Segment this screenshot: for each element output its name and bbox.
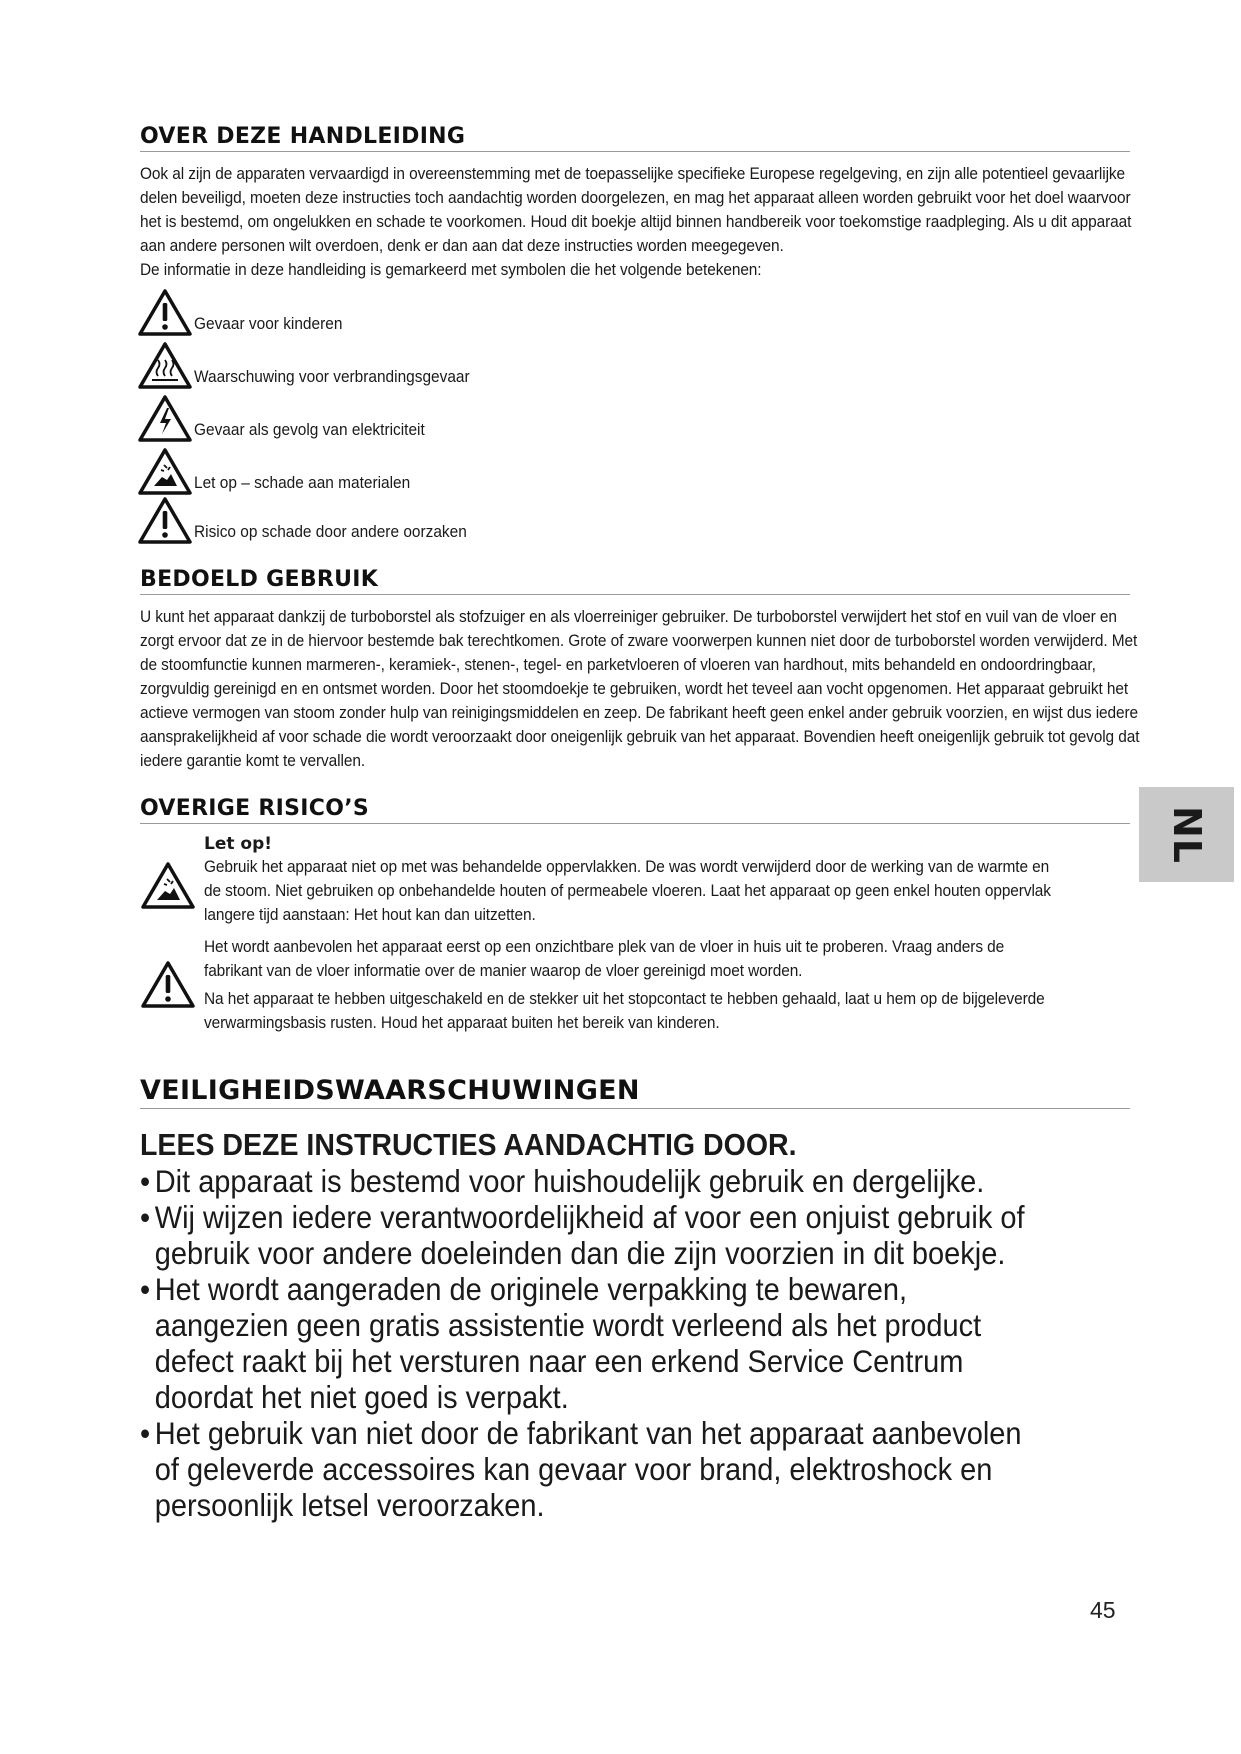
symbol-label: Gevaar als gevolg van elektriciteit	[194, 420, 425, 439]
risk-block	[140, 834, 1130, 1035]
page-content	[140, 124, 1140, 1523]
symbol-label: Let op – schade aan materialen	[194, 473, 411, 492]
symbol-row	[137, 284, 1130, 337]
language-tab-label: NL	[1164, 805, 1209, 864]
risk-icons	[140, 834, 204, 1035]
symbol-label: Risico op schade door andere oorzaken	[194, 522, 467, 541]
bullet-symbol: •	[140, 1199, 151, 1235]
symbol-row	[137, 390, 1130, 443]
risk-paragraph-3: Na het apparaat te hebben uitgeschakeld en de stekker uit het stopcontact te hebben gehaald, laat u hem op de bijgeleverde verwarmingsbasis rusten. Houd het apparaat buiten het bereik van kinderen.	[204, 989, 1045, 1032]
list-item	[140, 1199, 1038, 1271]
symbol-label: Gevaar voor kinderen	[194, 314, 343, 333]
over-paragraph-1: Ook al zijn de apparaten vervaardigd in overeenstemming met de toepasselijke specifieke Europese regelgeving, en zijn alle potentieel gevaarlijke delen beveiligd, moeten deze instructies toch aandachtig worden doorgelezen, en mag het apparaat alleen worden gebruikt voor het doel waarvoor het is bestemd, om ongelukken en schade te voorkomen. Houd dit boekje altijd binnen handbereik voor toekomstige raadpleging. Als u dit apparaat aan andere personen wilt overdoen, denk er dan aan dat deze instructies worden meegegeven.	[140, 164, 1132, 255]
list-item	[140, 1271, 1038, 1415]
warning-exclamation-icon	[137, 495, 193, 545]
page-number: 45	[1090, 1597, 1116, 1623]
risk-text	[204, 834, 1130, 1035]
section-title-risicos: OVERIGE RISICO’S	[140, 796, 1130, 824]
warning-exclamation-icon	[137, 287, 193, 337]
language-tab	[1139, 787, 1234, 882]
warning-exclamation-icon	[140, 959, 204, 1014]
bullet-text: Het gebruik van niet door de fabrikant van het apparaat aanbevolen of geleverde accessoires kan gevaar voor brand, elektroshock en persoonlijk letsel veroorzaken.	[154, 1415, 1022, 1523]
bullet-symbol: •	[140, 1271, 151, 1307]
material-damage-icon	[140, 860, 204, 915]
risk-paragraph-1: Gebruik het apparaat niet op met was behandelde oppervlakken. De was wordt verwijderd door de werking van de warmte en de stoom. Niet gebruiken op onbehandelde houten of permeabele vloeren. Laat het apparaat op geen enkel houten oppervlak langere tijd aanstaan: Het hout kan dan uitzetten.	[204, 857, 1051, 924]
risk-paragraph-2: Het wordt aanbevolen het apparaat eerst op een onzichtbare plek van de vloer in huis uit te proberen. Vraag anders de fabrikant van de vloer informatie over de manier waarop de vloer gereinigd moet worden.	[204, 937, 1005, 980]
bullet-symbol: •	[140, 1415, 151, 1451]
material-damage-icon	[137, 446, 193, 496]
gebruik-paragraph: U kunt het apparaat dankzij de turboborstel als stofzuiger en als vloerreiniger gebruiker. De turboborstel verwijdert het stof en vuil van de vloer en zorgt ervoor dat ze in de hiervoor bestemde bak terechtkomen. Grote of zware voorwerpen kunnen niet door de turboborstel worden verwijderd. Met de stoomfunctie kunnen marmeren-, keramiek-, stenen-, tegel- en parketvloeren of vloeren van hardhout, mits behandeld en ondoordringbaar, zorgvuldig gereinigd en en ontsmet worden. Door het stoomdoekje te gebruiken, wordt het teveel aan vocht opgenomen. Het apparaat gebruikt het actieve vermogen van stoom zonder hulp van reinigingsmiddelen en zeep. De fabrikant heeft geen enkel ander gebruik voorzien, en wijst dus iedere aansprakelijkheid af voor schade die wordt veroorzaakt door oneigenlijk gebruik van het apparaat. Bovendien heeft oneigenlijk gebruik tot gevolg dat iedere garantie komt te vervallen.	[140, 607, 1140, 770]
safety-subtitle: LEES DEZE INSTRUCTIES AANDACHTIG DOOR.	[140, 1127, 797, 1162]
section-title-gebruik: BEDOELD GEBRUIK	[140, 567, 1130, 595]
section-title-veiligheid: VEILIGHEIDSWAARSCHUWINGEN	[140, 1075, 1130, 1109]
electric-shock-icon	[137, 393, 193, 443]
symbol-legend	[137, 284, 1130, 545]
bullet-text: Dit apparaat is bestemd voor huishoudelijk gebruik en dergelijke.	[154, 1163, 985, 1199]
safety-bullet-list	[140, 1163, 1130, 1523]
symbol-row	[137, 443, 1130, 496]
bullet-text: Wij wijzen iedere verantwoordelijkheid af voor een onjuist gebruik of gebruik voor andere doeleinden dan die zijn voorzien in dit boekje.	[154, 1199, 1025, 1271]
symbol-label: Waarschuwing voor verbrandingsgevaar	[194, 367, 470, 386]
bullet-text: Het wordt aangeraden de originele verpakking te bewaren, aangezien geen gratis assistentie wordt verleend als het product defect raakt bij het versturen naar een erkend Service Centrum doordat het niet goed is verpakt.	[154, 1271, 982, 1415]
symbol-row	[137, 496, 1130, 545]
list-item	[140, 1415, 1038, 1523]
list-item	[140, 1163, 1038, 1199]
bullet-symbol: •	[140, 1163, 151, 1199]
symbol-row	[137, 337, 1130, 390]
section-title-over: OVER DEZE HANDLEIDING	[140, 124, 1130, 152]
over-paragraph-2: De informatie in deze handleiding is gemarkeerd met symbolen die het volgende betekenen:	[140, 260, 762, 279]
let-op-heading: Let op!	[204, 834, 273, 854]
hot-surface-icon	[137, 340, 193, 390]
